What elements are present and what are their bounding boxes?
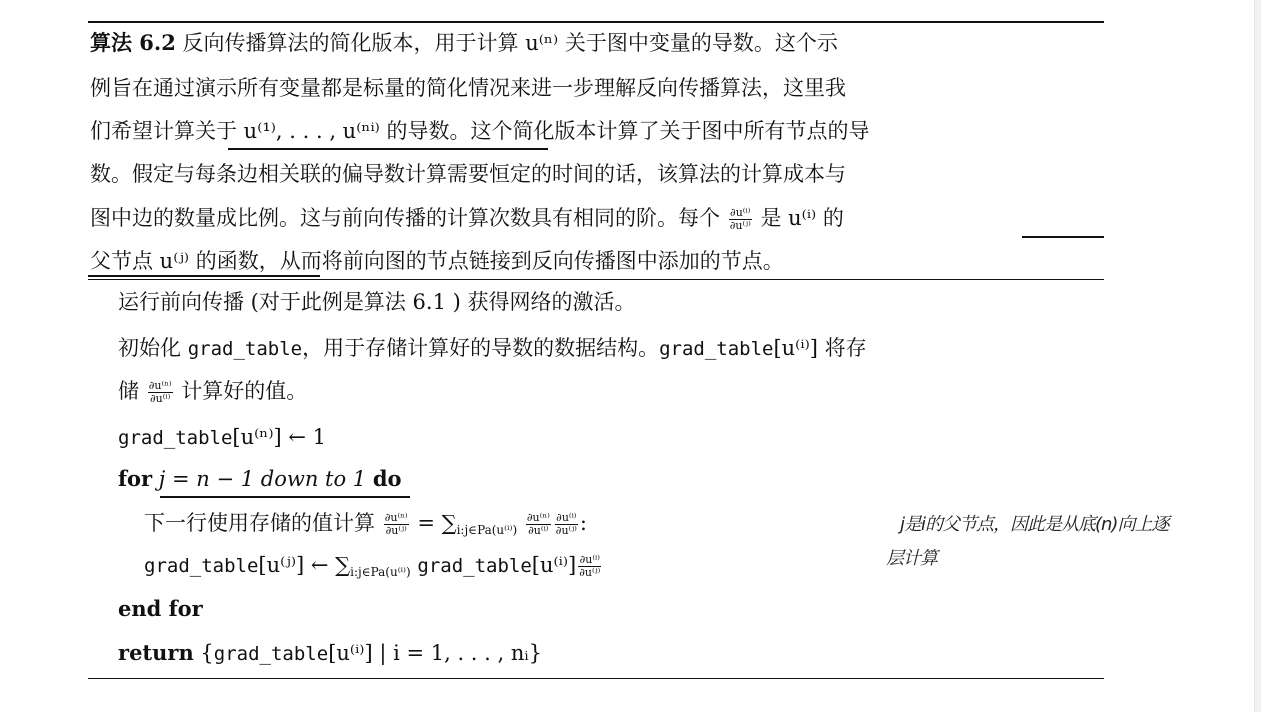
algorithm-label: 算法 6.2 (90, 30, 176, 55)
step-grad-update: grad_table[u⁽ʲ⁾] ← $\sum_{i:j\in Pa(u^{(i)})}$ grad_table[u⁽ⁱ⁾] $\frac{\text{∂u⁽ⁱ⁾}}{\text{∂u⁽ʲ⁾}}$ (144, 553, 601, 579)
handwritten-note-line-2: 层计算 (886, 548, 937, 569)
fraction-du-i-du-j: $\frac{\text{∂u⁽ⁱ⁾}}{\text{∂u⁽ʲ⁾}}$ (579, 553, 601, 579)
handwritten-note-line-1: j是i的父节点，因此是从底(n)向上逐 (900, 514, 1169, 535)
caption-line-2: 例旨在通过演示所有变量都是标量的简化情况来进一步理解反向传播算法，这里我 (90, 76, 846, 100)
caption-bottom-rule (88, 279, 1104, 280)
underline-mark (88, 275, 320, 277)
caption-line-3: 们希望计算关于 u⁽¹⁾, . . . , u⁽ⁿⁱ⁾ 的导数。这个简化版本计算了关于图中所有节点的导 (90, 119, 870, 143)
fraction-du-n-du-j: $\frac{\text{∂u⁽ⁿ⁾}}{\text{∂u⁽ʲ⁾}}$ (384, 511, 408, 537)
top-rule (88, 21, 1104, 23)
step-run-forward: 运行前向传播 (对于此例是算法 6.1 ) 获得网络的激活。 (118, 290, 636, 314)
underline-mark (160, 496, 410, 498)
step-end-for: end for (118, 596, 203, 621)
step-store-values: 储 $\frac{\text{∂u⁽ⁿ⁾}}{\text{∂u⁽ⁱ⁾}}$ 计算好的值。 (118, 379, 308, 405)
underline-mark (1022, 236, 1104, 238)
caption-line-4: 数。假定与每条边相关联的偏导数计算需要恒定的时间的话，该算法的计算成本与 (90, 162, 846, 186)
step-init-grad-table: 初始化 grad_table，用于存储计算好的导数的数据结构。grad_table[u⁽ⁱ⁾] 将存 (118, 336, 867, 360)
fraction-du-i-du-j: $\frac{\text{∂u⁽ⁱ⁾}}{\text{∂u⁽ʲ⁾}}$ (729, 206, 751, 232)
fraction-du-n-du-i: $\frac{\text{∂u⁽ⁿ⁾}}{\text{∂u⁽ⁱ⁾}}$ (148, 379, 172, 405)
caption-line-5: 图中边的数量成比例。这与前向传播的计算次数具有相同的阶。每个 $\frac{\text{∂u⁽ⁱ⁾}}{\text{∂u⁽ʲ⁾}}$ 是 u⁽ⁱ⁾ 的 (90, 206, 844, 232)
step-compute-note: 下一行使用存储的值计算 $\frac{\text{∂u⁽ⁿ⁾}}{\text{∂u⁽ʲ⁾}}$ = $\sum_{i:j\in Pa(u^{(i)})}$ $\frac{\text{∂u⁽ⁿ⁾}}{\text{∂u⁽ⁱ⁾}}$ $\frac{\text{∂u⁽ⁱ⁾}}{\text{∂u⁽ʲ⁾}}$ : (144, 511, 587, 537)
step-grad-init: grad_table[u⁽ⁿ⁾] ← 1 (118, 425, 327, 449)
caption-line-6: 父节点 u⁽ʲ⁾ 的函数，从而将前向图的节点链接到反向传播图中添加的节点。 (90, 249, 784, 273)
caption-line-1: 算法 6.2 反向传播算法的简化版本，用于计算 u⁽ⁿ⁾ 关于图中变量的导数。这个示 (90, 30, 838, 55)
bottom-rule (88, 678, 1104, 679)
underline-mark (228, 148, 548, 150)
scrollbar[interactable] (1254, 0, 1261, 712)
step-return: return {grad_table[u⁽ⁱ⁾] | i = 1, . . . , nᵢ} (118, 640, 542, 665)
fraction-du-i-du-j: $\frac{\text{∂u⁽ⁱ⁾}}{\text{∂u⁽ʲ⁾}}$ (555, 511, 577, 537)
fraction-du-n-du-i: $\frac{\text{∂u⁽ⁿ⁾}}{\text{∂u⁽ⁱ⁾}}$ (526, 511, 550, 537)
step-for-loop: for j = n − 1 down to 1 do (118, 466, 402, 491)
